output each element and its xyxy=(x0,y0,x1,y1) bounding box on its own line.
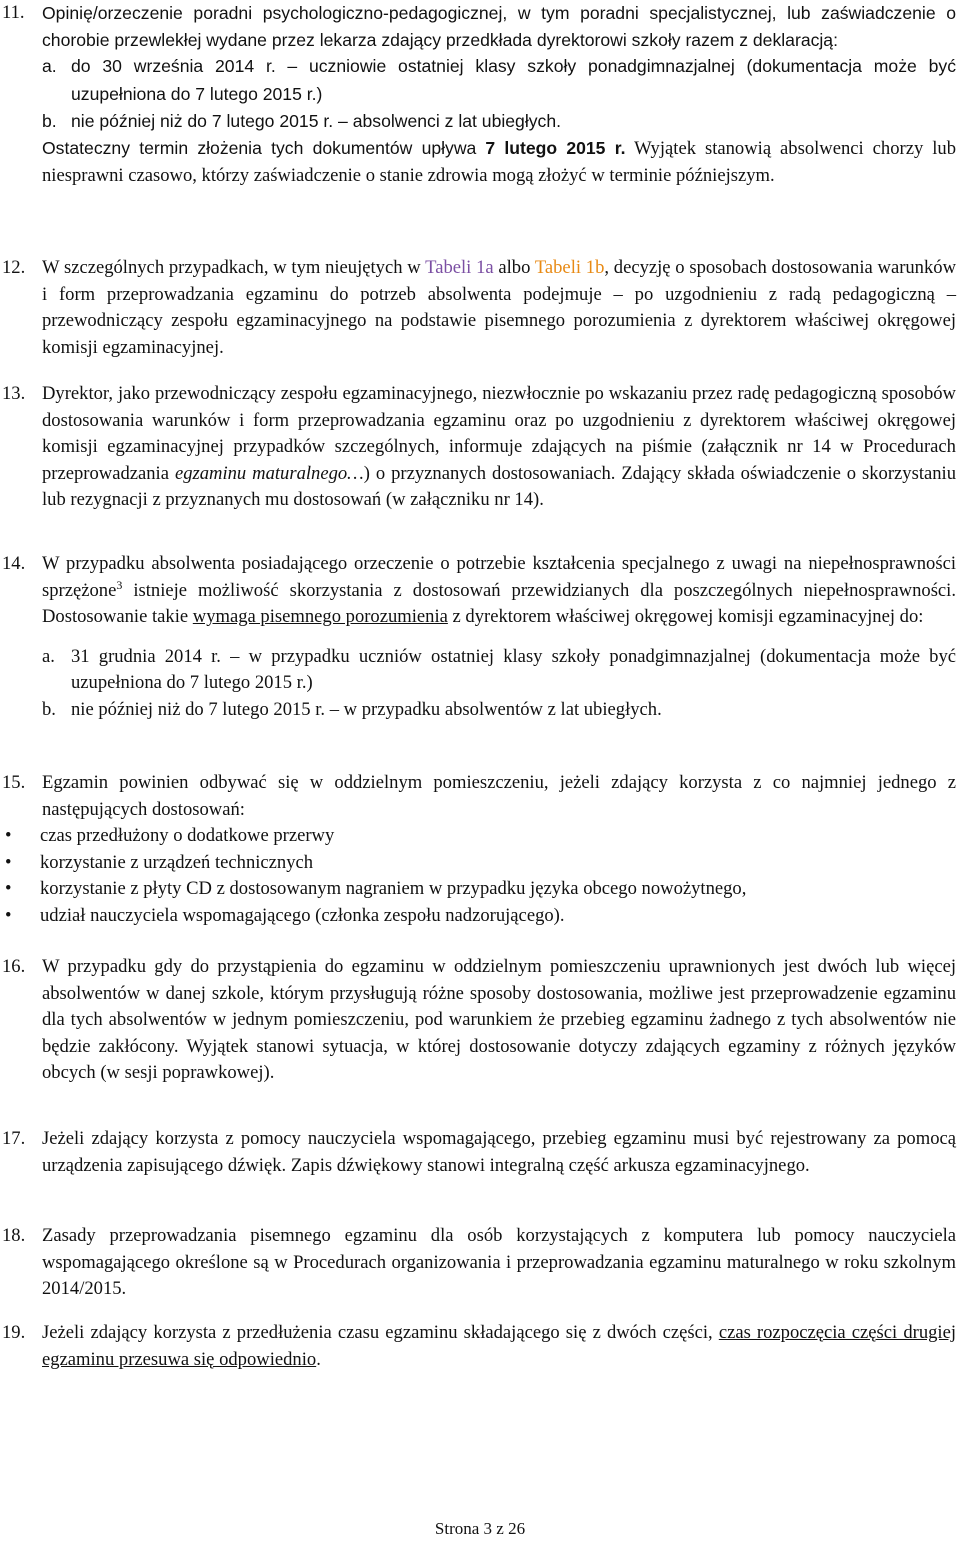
text-part: Dyrektor, jako przewodniczący zespołu egzaminacyjnego, niezwłocznie po wskazaniu przez radę pedagogiczną sposobów dostosowania warunków i form przeprowadzania egzaminu oraz po uzgodnieniu z dyrektorem właściwej okręgowej komisji egzaminacyjnej przypadków szczególnych, informuje zdających na piśmie (załącznik nr 14 w xyxy=(42,383,956,458)
text-part: . xyxy=(316,1348,321,1370)
item-11-intro: Opinię/orzeczenie poradni psychologiczno-pedagogicznej, w tym poradni specjalistycznej, lub zaświadczenie o chorobie przewlekłej wydane przez lekarza zdający przedkłada dyrektorowi szkoły razem z deklaracją: xyxy=(42,3,956,50)
item-number: 15. xyxy=(2,772,26,793)
item-14-text xyxy=(42,551,956,631)
underlined-text: czas rozpoczęcia części drugiej egzaminu przesuwa się odpowiednio xyxy=(42,1322,956,1370)
text-part: Zasady przeprowadzania pisemnego egzaminu dla osób korzystających z komputera lub pomocy nauczyciela wspomagającego określone są w xyxy=(42,1225,956,1273)
item-number: 17. xyxy=(2,1128,26,1149)
item-14-sub-b xyxy=(42,697,956,724)
text-part: ) o przyznanych dostosowaniach. Zdający składa oświadczenie o skorzystaniu lub rezygnacji z przyznanych mu dostosowań (w załączniku nr 14). xyxy=(42,462,956,511)
item-18-text xyxy=(42,1223,956,1303)
table-1a-link[interactable]: Tabeli 1a xyxy=(425,257,494,278)
text-part: albo xyxy=(498,257,531,278)
sub-b-text: nie później niż do 7 lutego 2015 r. – w przypadku absolwentów z lat ubiegłych. xyxy=(71,698,662,720)
footnote-ref: 3 xyxy=(116,577,123,592)
text-part: Jeżeli zdający korzysta z przedłużenia czasu egzaminu składającego się z dwóch części, xyxy=(42,1322,713,1343)
list-item-text: czas przedłużony o dodatkowe przerwy xyxy=(40,825,335,846)
accommodations-list xyxy=(2,823,956,929)
item-17-text: Jeżeli zdający korzysta z pomocy nauczyciela wspomagającego, przebieg egzaminu musi być rejestrowany za pomocą urządzenia zapisującego dźwięk. Zapis dźwiękowy stanowi integralną część arkusza egzaminacyjnego. xyxy=(42,1128,956,1176)
sub-a-date: do 30 września 2014 r. xyxy=(71,56,276,77)
sub-label: b. xyxy=(42,698,56,720)
list-item-text: korzystanie z urządzeń technicznych xyxy=(40,851,314,873)
final-text: Ostateczny termin złożenia tych dokumentów upływa xyxy=(42,137,477,158)
list-item xyxy=(2,850,956,877)
item-11-sub-a xyxy=(42,53,956,108)
procedures-reference: Procedurach przeprowadzania xyxy=(42,436,956,484)
bullet-icon: • xyxy=(5,825,12,846)
list-item xyxy=(2,823,956,850)
item-number: 16. xyxy=(2,956,26,977)
item-14-sub-a xyxy=(42,644,956,697)
procedures-reference: Procedurach organizowania i przeprowadzania egzaminu maturalnego w roku szkolnym 2014/2015. xyxy=(42,1251,956,1300)
sub-label: b. xyxy=(42,111,57,132)
item-number: 14. xyxy=(2,553,26,574)
item-16-text: W przypadku gdy do przystąpienia do egzaminu w oddzielnym pomieszczeniu uprawnionych jest dwóch lub więcej absolwentów w danej szkole, którym przysługują różne sposoby dostosowania, możliwe jest przeprowadzenie egzaminu dla tych absolwentów w jednym pomieszczeniu, pod warunkiem że przebieg egzaminu żadnego z tych absolwentów nie będzie zakłócony. Wyjątek stanowi sytuacja, w której dostosowanie dotyczy zdających egzaminy z różnych języków obcych (w sesji poprawkowej). xyxy=(42,956,956,1084)
list-item xyxy=(2,876,956,903)
underlined-text: wymaga pisemnego porozumienia xyxy=(192,606,448,628)
bullet-icon: • xyxy=(5,878,12,900)
item-number: 19. xyxy=(2,1322,26,1343)
bullet-icon: • xyxy=(5,851,12,873)
item-number: 13. xyxy=(2,383,26,404)
text-part: W przypadku absolwenta posiadającego orzeczenie o potrzebie kształcenia specjalnego z uwagi na niepełnosprawności sprzężone xyxy=(42,553,956,601)
item-12-text xyxy=(42,255,956,361)
sub-label: a. xyxy=(42,56,57,77)
item-number: 12. xyxy=(2,257,26,278)
sub-label: a. xyxy=(42,645,55,667)
list-item xyxy=(2,903,956,930)
item-15-text: Egzamin powinien odbywać się w oddzielnym pomieszczeniu, jeżeli zdający korzysta z co najmniej jednego z następujących dostosowań: xyxy=(42,772,956,820)
final-deadline: 7 lutego 2015 r. xyxy=(485,137,626,158)
final-exception: Wyjątek stanowią absolwenci chorzy lub niesprawni czasowo, którzy zaświadczenie o stanie zdrowia mogą złożyć w terminie późniejszym. xyxy=(42,137,957,186)
sub-a-text: 31 grudnia 2014 r. – w przypadku uczniów ostatniej klasy szkoły ponadgimnazjalnej (dokumentacja może być uzupełniona do 7 lutego 2015 r.) xyxy=(71,645,956,694)
list-item-text: udział nauczyciela wspomagającego (członka zespołu nadzorującego). xyxy=(40,904,565,926)
item-11-sub-b xyxy=(42,108,956,135)
text-part: istnieje możliwość skorzystania z dostosowań przewidzianych dla poszczególnych niepełnosprawności. Dostosowanie takie xyxy=(42,579,956,628)
page-number: Strona 3 z 26 xyxy=(434,1519,526,1538)
text-part: W szczególnych przypadkach, w tym nieujętych w xyxy=(42,257,421,278)
sub-b-text: nie później niż do 7 lutego 2015 r. – absolwenci z lat ubiegłych. xyxy=(71,111,562,132)
list-item-text: korzystanie z płyty CD z dostosowanym nagraniem w przypadku języka obcego nowożytnego, xyxy=(40,878,747,900)
bullet-icon: • xyxy=(5,904,12,926)
sub-a-text: – uczniowie ostatniej klasy szkoły ponadgimnazjalnej (dokumentacja może być uzupełniona do 7 lutego 2015 r.) xyxy=(71,56,956,104)
item-11-final xyxy=(42,135,956,189)
text-part: , decyzję o sposobach dostosowania warunków i form przeprowadzania egzaminu do potrzeb absolwenta podejmuje – po uzgodnieniu z radą pedagogiczną – przewodniczący zespołu egzaminacyjnego na podstawie pisemnego porozumienia z dyrektorem właściwej okręgowej komisji egzaminacyjnej. xyxy=(42,257,957,358)
item-number: 11. xyxy=(2,2,25,23)
text-part: z dyrektorem właściwej okręgowej komisji egzaminacyjnej do: xyxy=(452,606,924,628)
procedures-reference-italic: egzaminu maturalnego… xyxy=(174,462,364,484)
table-1b-link[interactable]: Tabeli 1b xyxy=(534,257,605,278)
item-13-text xyxy=(42,381,956,514)
item-19-text xyxy=(42,1320,956,1373)
item-number: 18. xyxy=(2,1225,26,1246)
